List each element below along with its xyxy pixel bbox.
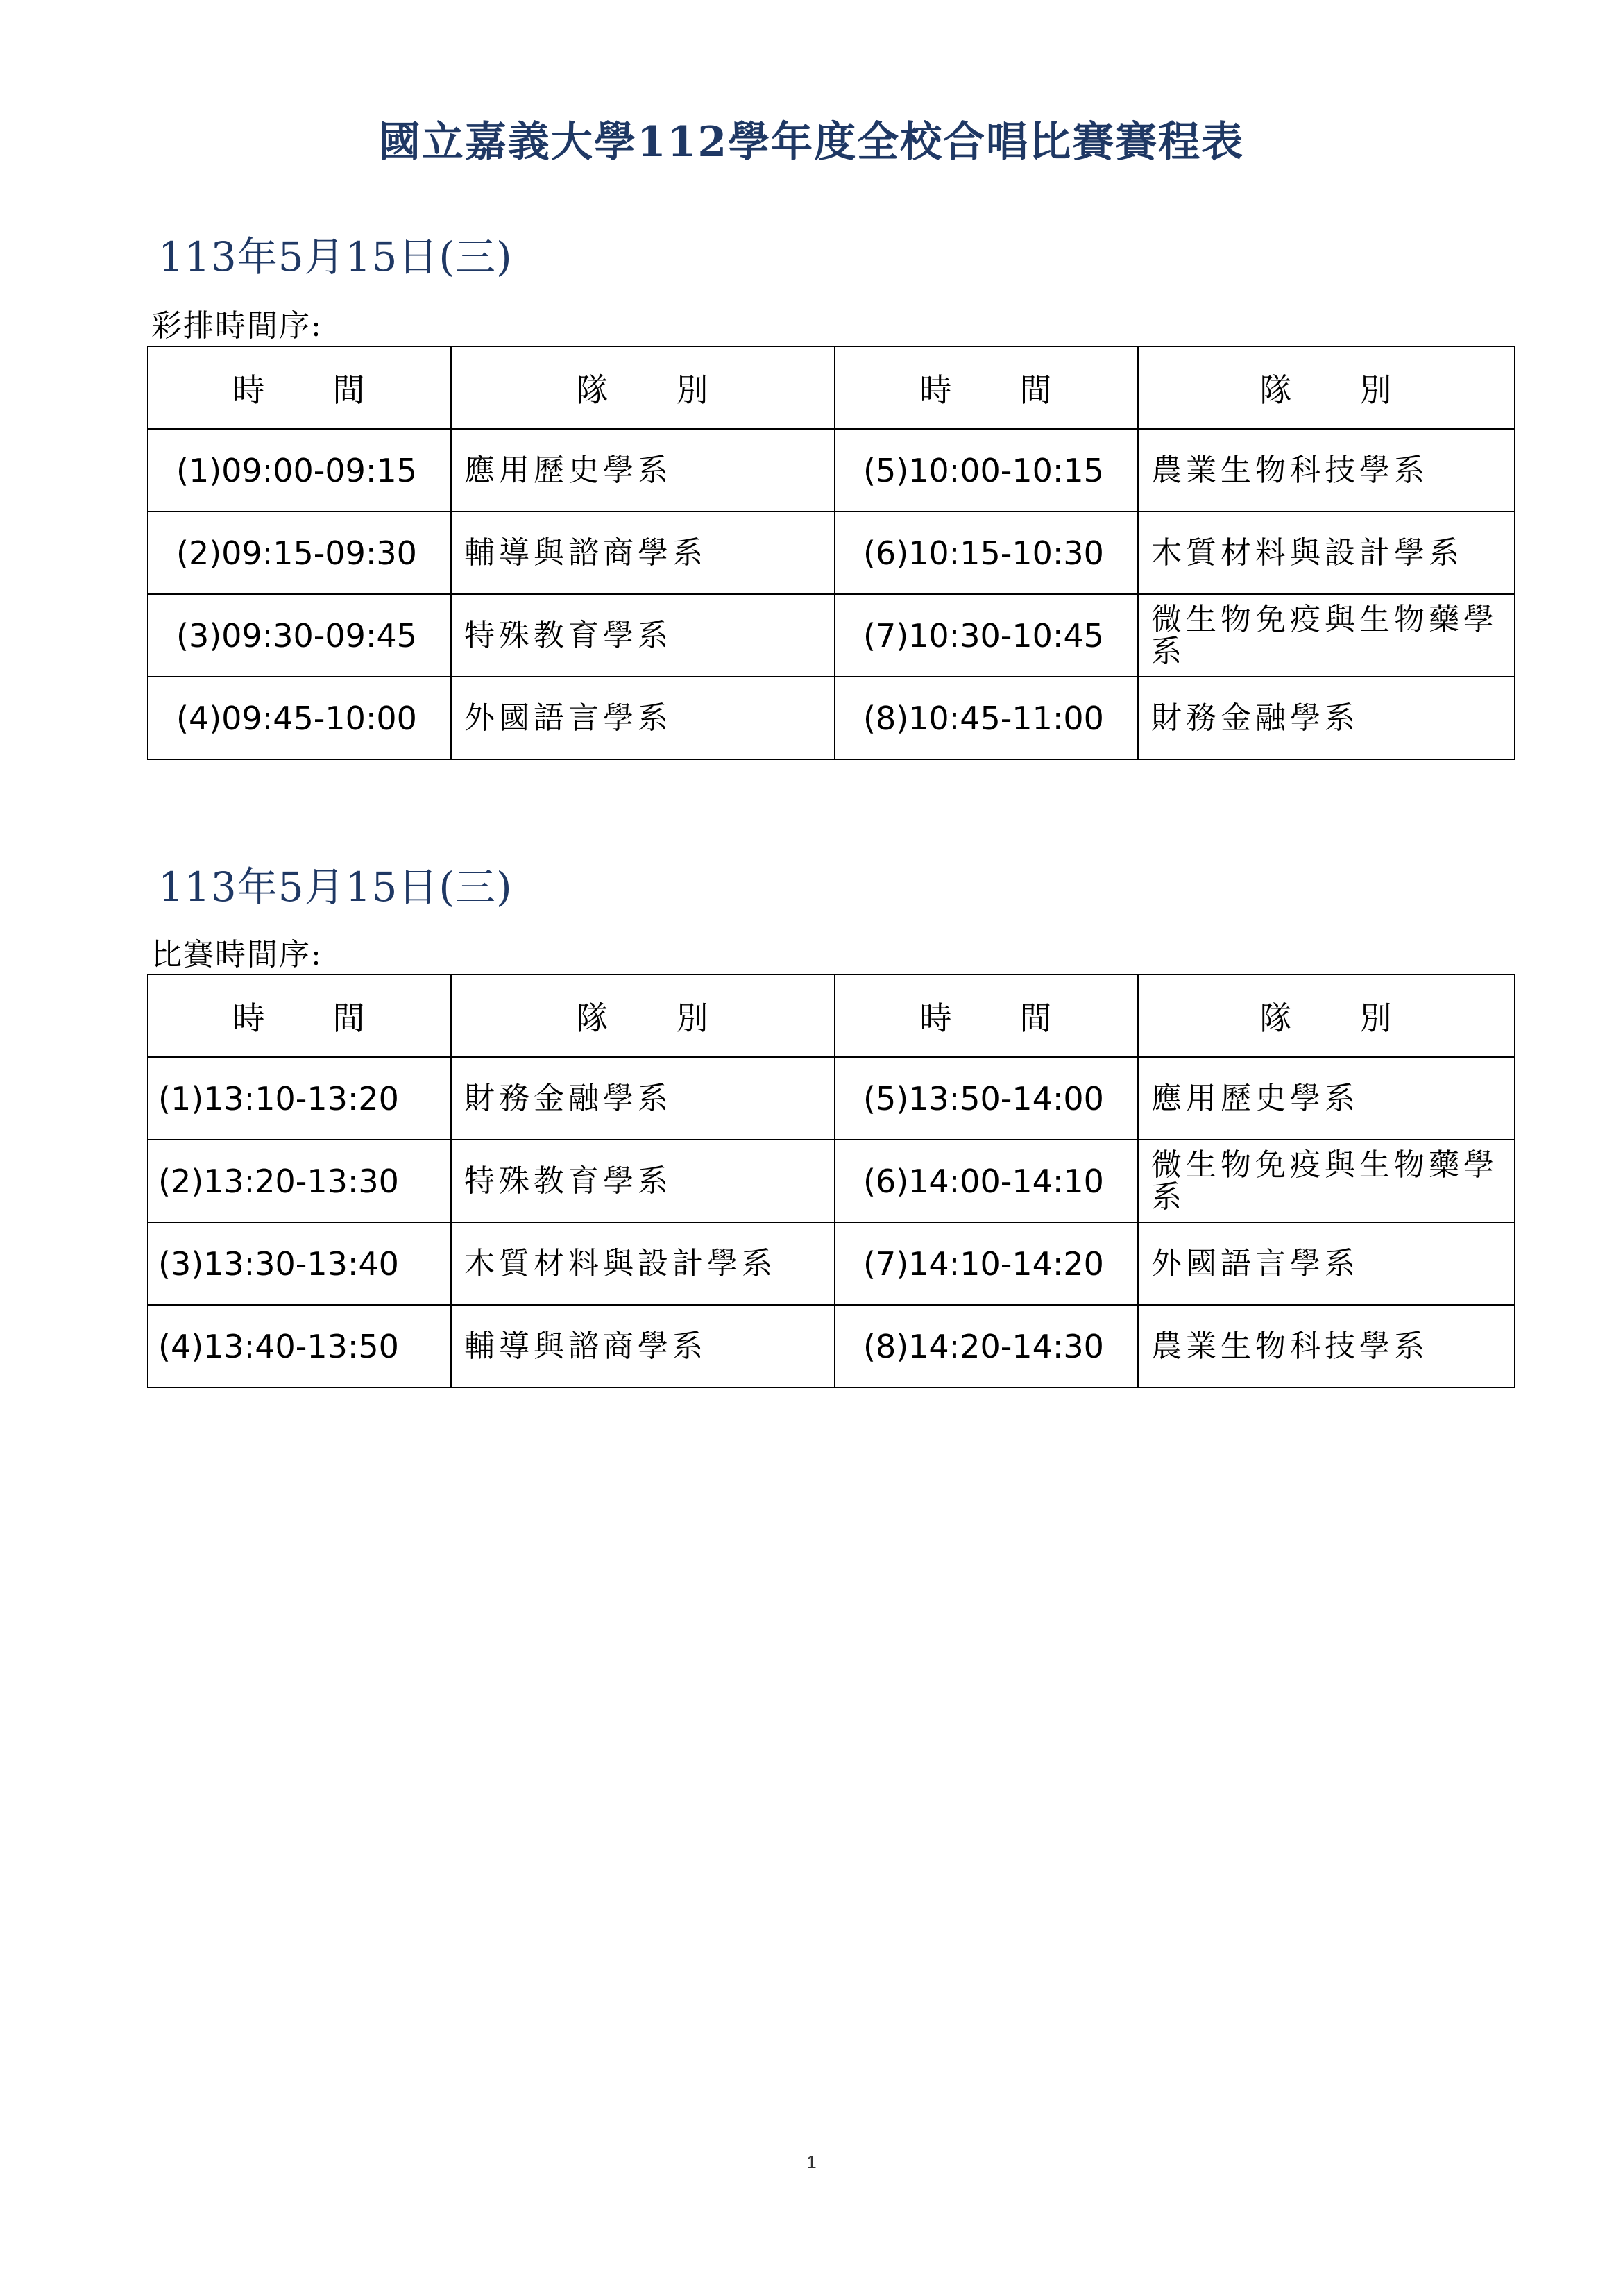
time-cell: (1)09:00-09:15	[148, 429, 451, 512]
header-team-left: 隊 別	[451, 346, 835, 429]
table-header-row	[148, 346, 1515, 429]
time-cell: (6)10:15-10:30	[835, 512, 1138, 594]
rehearsal-schedule-table	[147, 346, 1515, 760]
table-header-row	[148, 974, 1515, 1057]
competition-date-heading: 113年5月15日(三)	[158, 863, 513, 911]
header-team-right: 隊 別	[1138, 974, 1515, 1057]
time-cell: (5)10:00-10:15	[835, 429, 1138, 512]
header-team-left: 隊 別	[451, 974, 835, 1057]
page-number: 1	[806, 2152, 817, 2172]
table-row	[148, 677, 1515, 759]
team-cell: 木質材料與設計學系	[451, 1222, 835, 1305]
table-row	[148, 594, 1515, 677]
team-cell: 特殊教育學系	[451, 1140, 835, 1222]
time-cell: (2)13:20-13:30	[148, 1140, 451, 1222]
table-row	[148, 512, 1515, 594]
rehearsal-date-heading: 113年5月15日(三)	[158, 233, 513, 280]
rehearsal-section-label: 彩排時間序:	[151, 308, 323, 344]
time-cell: (3)09:30-09:45	[148, 594, 451, 677]
time-cell: (1)13:10-13:20	[148, 1057, 451, 1140]
team-cell: 外國語言學系	[1138, 1222, 1515, 1305]
header-time-left: 時 間	[148, 346, 451, 429]
team-cell: 應用歷史學系	[451, 429, 835, 512]
table-row	[148, 429, 1515, 512]
team-cell: 微生物免疫與生物藥學系	[1138, 594, 1515, 677]
team-cell: 特殊教育學系	[451, 594, 835, 677]
time-cell: (3)13:30-13:40	[148, 1222, 451, 1305]
time-cell: (8)10:45-11:00	[835, 677, 1138, 759]
team-cell: 微生物免疫與生物藥學系	[1138, 1140, 1515, 1222]
table-row	[148, 1305, 1515, 1387]
competition-section-label: 比賽時間序:	[151, 937, 323, 972]
time-cell: (7)14:10-14:20	[835, 1222, 1138, 1305]
table-row	[148, 1057, 1515, 1140]
header-time-right: 時 間	[835, 346, 1138, 429]
time-cell: (8)14:20-14:30	[835, 1305, 1138, 1387]
team-cell: 財務金融學系	[1138, 677, 1515, 759]
team-cell: 輔導與諮商學系	[451, 512, 835, 594]
time-cell: (6)14:00-14:10	[835, 1140, 1138, 1222]
table-row	[148, 1222, 1515, 1305]
team-cell: 木質材料與設計學系	[1138, 512, 1515, 594]
header-time-left: 時 間	[148, 974, 451, 1057]
team-cell: 農業生物科技學系	[1138, 1305, 1515, 1387]
header-team-right: 隊 別	[1138, 346, 1515, 429]
time-cell: (4)13:40-13:50	[148, 1305, 451, 1387]
time-cell: (2)09:15-09:30	[148, 512, 451, 594]
team-cell: 農業生物科技學系	[1138, 429, 1515, 512]
header-time-right: 時 間	[835, 974, 1138, 1057]
document-title: 國立嘉義大學112學年度全校合唱比賽賽程表	[378, 118, 1245, 167]
team-cell: 應用歷史學系	[1138, 1057, 1515, 1140]
team-cell: 輔導與諮商學系	[451, 1305, 835, 1387]
competition-schedule-table	[147, 974, 1515, 1388]
time-cell: (5)13:50-14:00	[835, 1057, 1138, 1140]
table-row	[148, 1140, 1515, 1222]
time-cell: (7)10:30-10:45	[835, 594, 1138, 677]
team-cell: 財務金融學系	[451, 1057, 835, 1140]
team-cell: 外國語言學系	[451, 677, 835, 759]
time-cell: (4)09:45-10:00	[148, 677, 451, 759]
